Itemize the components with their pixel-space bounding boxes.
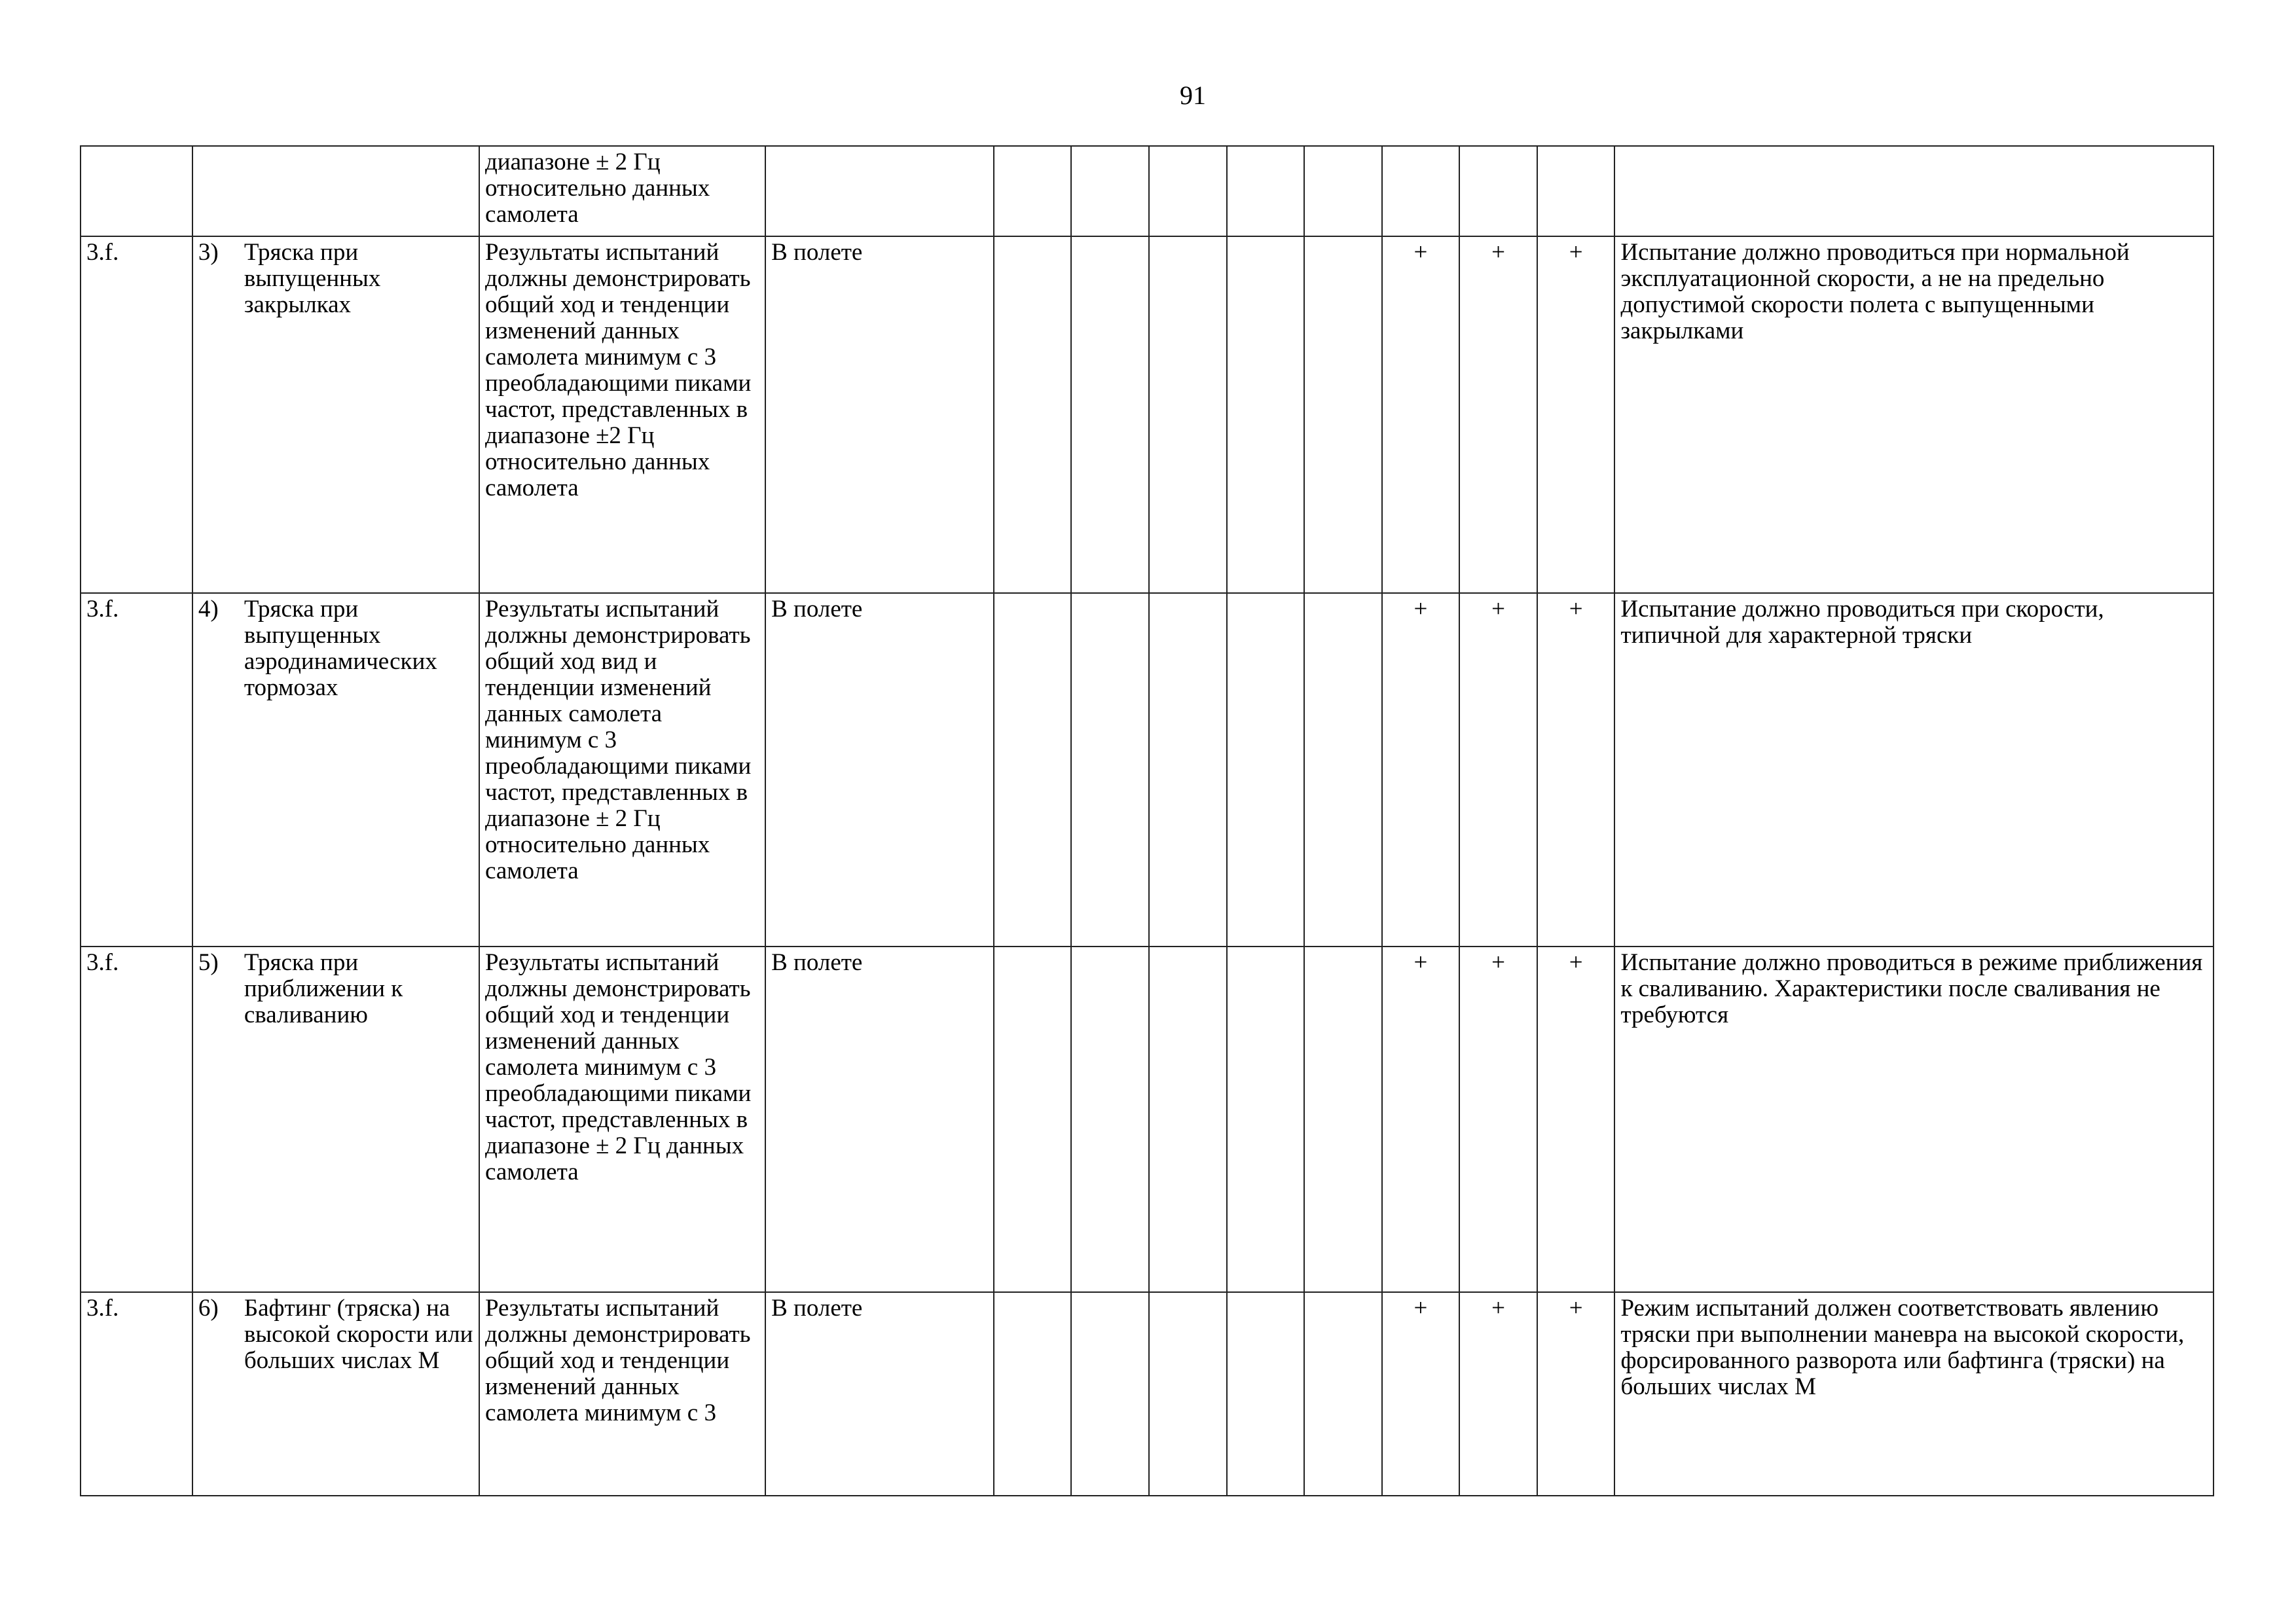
cell-note: Режим испытаний должен соответствовать явлению тряски при выполнении маневра на высокой скорости, форсированного разворота или бафтинга (тряски) на больших числах М (1614, 1292, 2214, 1496)
cell-note: Испытание должно проводиться при скорости, типичной для характерной тряски (1614, 593, 2214, 947)
test-name: Тряска при приближении к сваливанию (244, 949, 403, 1028)
table-row (81, 947, 2214, 1292)
cell-note (1614, 146, 2214, 236)
cell-mark: + (1382, 593, 1460, 947)
cell-condition (765, 146, 994, 236)
cell-condition: В полете (765, 1292, 994, 1496)
sub-number: 6) (198, 1295, 219, 1322)
cell-note: Испытание должно проводиться в режиме приближения к сваливанию. Характеристики после сваливания не требуются (1614, 947, 2214, 1292)
cell-condition: В полете (765, 236, 994, 593)
cell-code (81, 146, 192, 236)
cell-mark: + (1459, 236, 1537, 593)
cell-mark: + (1537, 593, 1615, 947)
cell-result: Результаты испытаний должны демонстрировать общий ход и тенденции изменений данных самолета минимум с 3 преобладающими пиками частот, представленных в диапазоне ±2 Гц относительно данных самолета (479, 236, 765, 593)
table-row (81, 1292, 2214, 1496)
test-name: Бафтинг (тряска) на высокой скорости или больших числах М (244, 1295, 473, 1374)
cell-result: Результаты испытаний должны демонстрировать общий ход вид и тенденции изменений данных самолета минимум с 3 преобладающими пиками частот, представленных в диапазоне ± 2 Гц относительно данных самолета (479, 593, 765, 947)
test-name: Тряска при выпущенных аэродинамических тормозах (244, 596, 437, 701)
cell-mark: + (1537, 236, 1615, 593)
cell-test-name (192, 593, 479, 947)
sub-number: 3) (198, 239, 219, 266)
cell-condition: В полете (765, 947, 994, 1292)
cell-result: Результаты испытаний должны демонстрировать общий ход и тенденции изменений данных самолета минимум с 3 преобладающими пиками частот, представленных в диапазоне ± 2 Гц данных самолета (479, 947, 765, 1292)
table-row (81, 236, 2214, 593)
test-name: Тряска при выпущенных закрылках (244, 239, 381, 318)
cell-note: Испытание должно проводиться при нормальной эксплуатационной скорости, а не на предельно допустимой скорости полета с выпущенными закрылками (1614, 236, 2214, 593)
requirements-table (80, 145, 2214, 1496)
cell-test-name (192, 146, 479, 236)
cell-mark: + (1459, 593, 1537, 947)
table-row (81, 593, 2214, 947)
cell-result: Результаты испытаний должны демонстрировать общий ход и тенденции изменений данных самолета минимум с 3 (479, 1292, 765, 1496)
cell-code: 3.f. (81, 947, 192, 1292)
cell-mark: + (1537, 1292, 1615, 1496)
cell-test-name (192, 1292, 479, 1496)
cell-mark: + (1537, 947, 1615, 1292)
cell-mark: + (1459, 947, 1537, 1292)
cell-test-name (192, 236, 479, 593)
page-number: 91 (1180, 81, 1206, 110)
table-row-continuation (81, 146, 2214, 236)
sub-number: 5) (198, 949, 219, 976)
cell-mark: + (1382, 947, 1460, 1292)
cell-result: диапазоне ± 2 Гц относительно данных самолета (479, 146, 765, 236)
cell-mark: + (1382, 236, 1460, 593)
cell-code: 3.f. (81, 1292, 192, 1496)
cell-code: 3.f. (81, 236, 192, 593)
cell-mark: + (1382, 1292, 1460, 1496)
cell-condition: В полете (765, 593, 994, 947)
sub-number: 4) (198, 596, 219, 623)
cell-mark: + (1459, 1292, 1537, 1496)
cell-test-name (192, 947, 479, 1292)
cell-code: 3.f. (81, 593, 192, 947)
